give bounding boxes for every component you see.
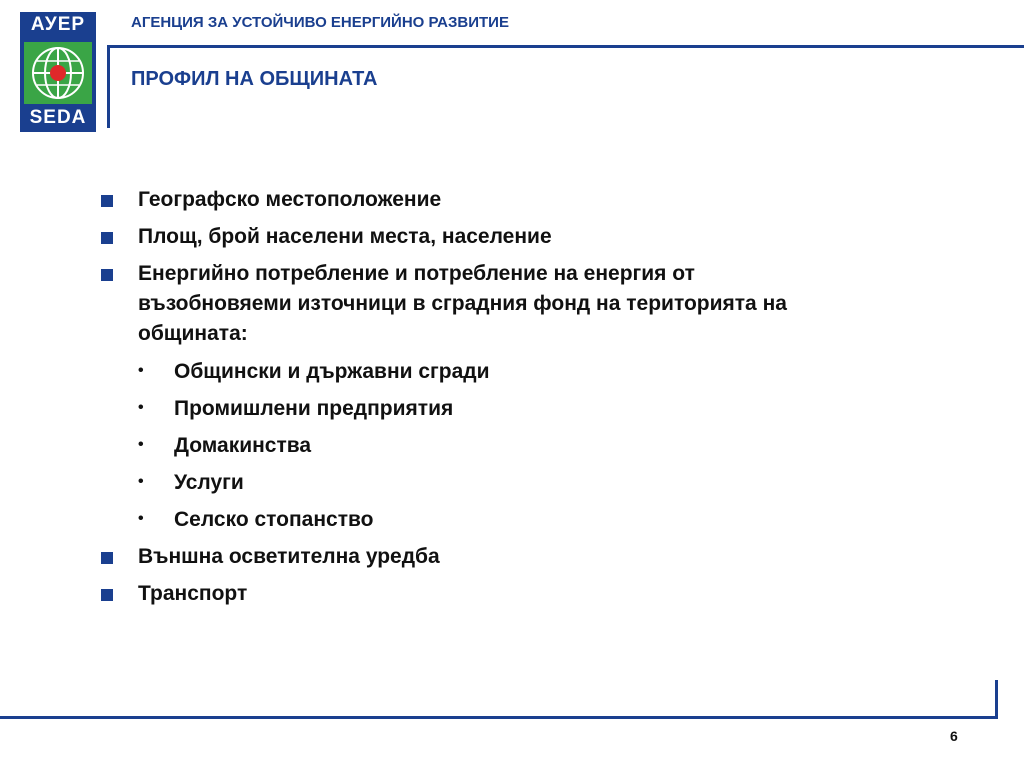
sub-bullet-icon: • [138,399,144,416]
square-bullet-icon [101,589,113,601]
sub-bullet-icon: • [138,510,144,527]
agency-name: АГЕНЦИЯ ЗА УСТОЙЧИВО ЕНЕРГИЙНО РАЗВИТИЕ [131,14,509,31]
sub-list-item: Промишлени предприятия [174,397,454,420]
footer-divider [0,716,998,719]
list-item: Географско местоположение [138,188,442,211]
square-bullet-icon [101,552,113,564]
logo-bottom-text: SEDA [29,107,87,128]
sub-list-item: Услуги [174,471,244,494]
square-bullet-icon [101,195,113,207]
seda-logo [20,12,96,132]
page-number: 6 [950,728,958,744]
square-bullet-icon [101,269,113,281]
sub-bullet-icon: • [138,436,144,453]
sub-list-item: Селско стопанство [174,508,374,531]
page-title: ПРОФИЛ НА ОБЩИНАТА [131,68,378,90]
square-bullet-icon [101,232,113,244]
list-item: Външна осветителна уредба [138,545,440,568]
sub-list-item: Домакинства [174,434,312,457]
list-item-line: възобновяеми източници в сградния фонд на територията на [138,292,787,315]
header-vertical-divider [107,45,110,128]
logo-top-text: АУЕР [30,14,86,35]
sub-list-item: Общински и държавни сгради [174,360,490,383]
globe-logo-icon [24,42,92,104]
list-item-line: Енергийно потребление и потребление на енергия от [138,262,695,285]
list-item-line: общината: [138,322,248,345]
list-item: Площ, брой населени места, население [138,225,552,248]
list-item: Транспорт [138,582,248,605]
footer-vertical-divider [995,680,998,719]
header-divider [107,45,1024,48]
sub-bullet-icon: • [138,473,144,490]
sub-bullet-icon: • [138,362,144,379]
